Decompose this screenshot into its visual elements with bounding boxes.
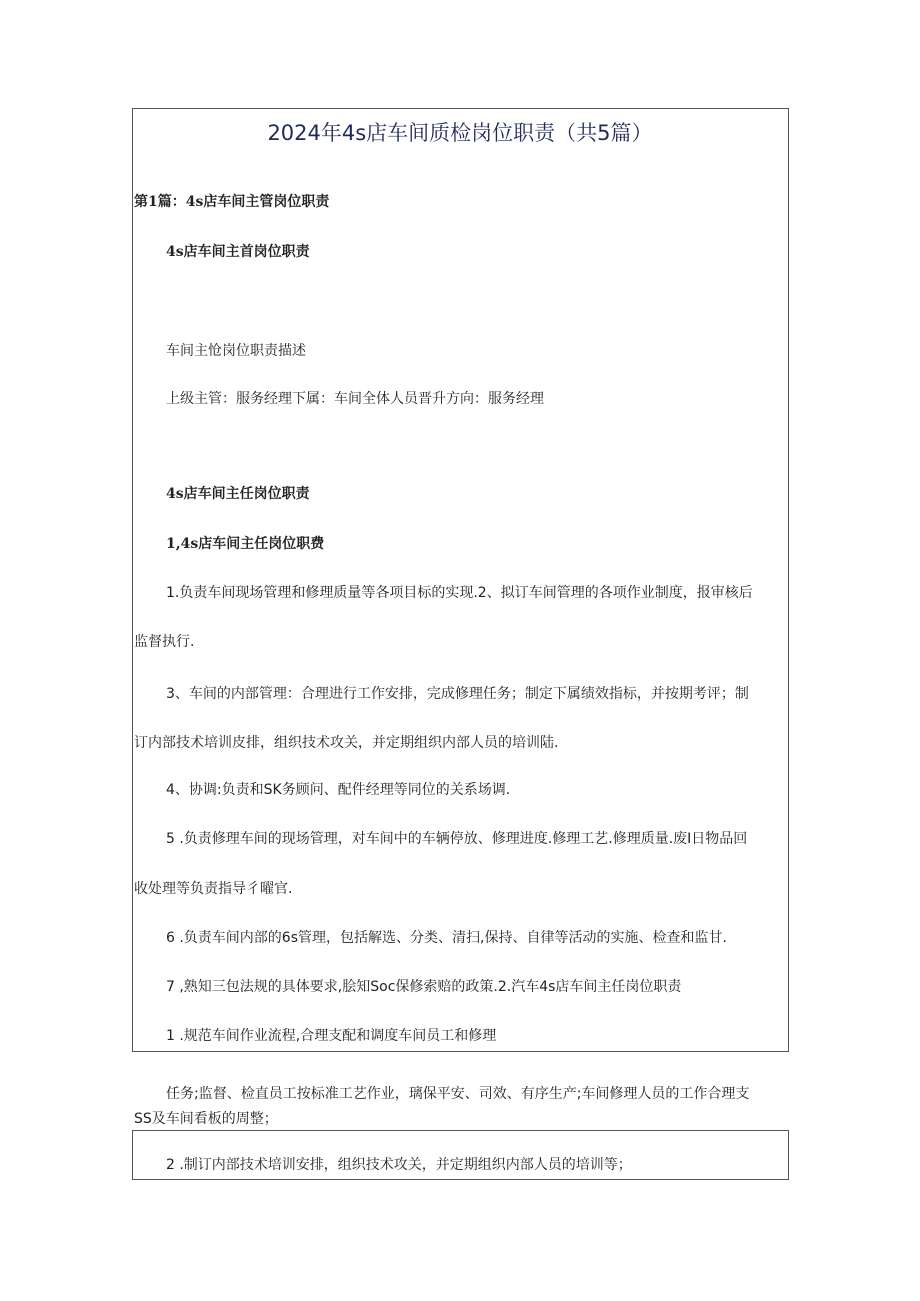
subtitle-line: 4s店车间主首岗位职责 — [166, 244, 310, 260]
paragraph-line: 监督执行. — [134, 634, 195, 650]
reporting-line: 上级主管：服务经理下属：车间全体人员晋升方向：服务经理 — [166, 391, 544, 407]
paragraph-line: 任务;监督、检直员工按标准工艺作业，璃保平安、司效、有序生产;车间修理人员的工作合理支 — [166, 1086, 750, 1102]
paragraph-line: 4、协调:负责和SK务顾问、配件经理等同位的关系场调. — [166, 782, 511, 798]
subtitle-line: 4s店车间主任岗位职责 — [166, 486, 310, 502]
paragraph-line: 7 ,熟知三包法规的具体要求,脍知Soc保修索赔的政策.2.汽车4s店车间主任岗位职责 — [166, 979, 682, 995]
paragraph-line: 2 .制订内部技术培训安排，组织技术攻关，并定期组织内部人员的培训等； — [166, 1157, 632, 1173]
paragraph-line: 收处理等负责指导彳曜官. — [134, 881, 293, 897]
paragraph-line: SS及车间看板的周整； — [134, 1111, 278, 1127]
paragraph-line: 3、车间的内部管理：合理进行工作安排，完成修理任务；制定下属绩效指标，并按期考评；制 — [166, 686, 749, 702]
paragraph-line: 1.负责车间现场管理和修理质量等各项目标的实现.2、拟订车间管理的各项作业制度，报审核后 — [166, 585, 753, 601]
chapter-heading: 第1篇：4s店车间主管岗位职责 — [134, 194, 330, 210]
document-title: 2024年4s店车间质检岗位职责（共5篇） — [267, 121, 653, 145]
paragraph-line: 6 .负责车间内部的6s管理，包括解选、分类、清扫,保持、自律等活动的实施、检查和监甘. — [166, 930, 727, 946]
paragraph-line: 1 .规范车间作业流程,合理支配和调度车间员工和修理 — [166, 1028, 497, 1044]
description-heading: 车间主怆岗位职责描述 — [166, 343, 306, 359]
paragraph-line: 5 .负责修理车间的现场管理，对车间中的车辆停放、修理进度.修理工艺.修理质量.废I日物品回 — [166, 831, 748, 847]
subtitle-line: 1,4s店车间主任岗位职费 — [166, 536, 325, 552]
paragraph-line: 订内部技术培训皮排，组织技术攻关，并定期组织内部人员的培训陆. — [134, 735, 559, 751]
